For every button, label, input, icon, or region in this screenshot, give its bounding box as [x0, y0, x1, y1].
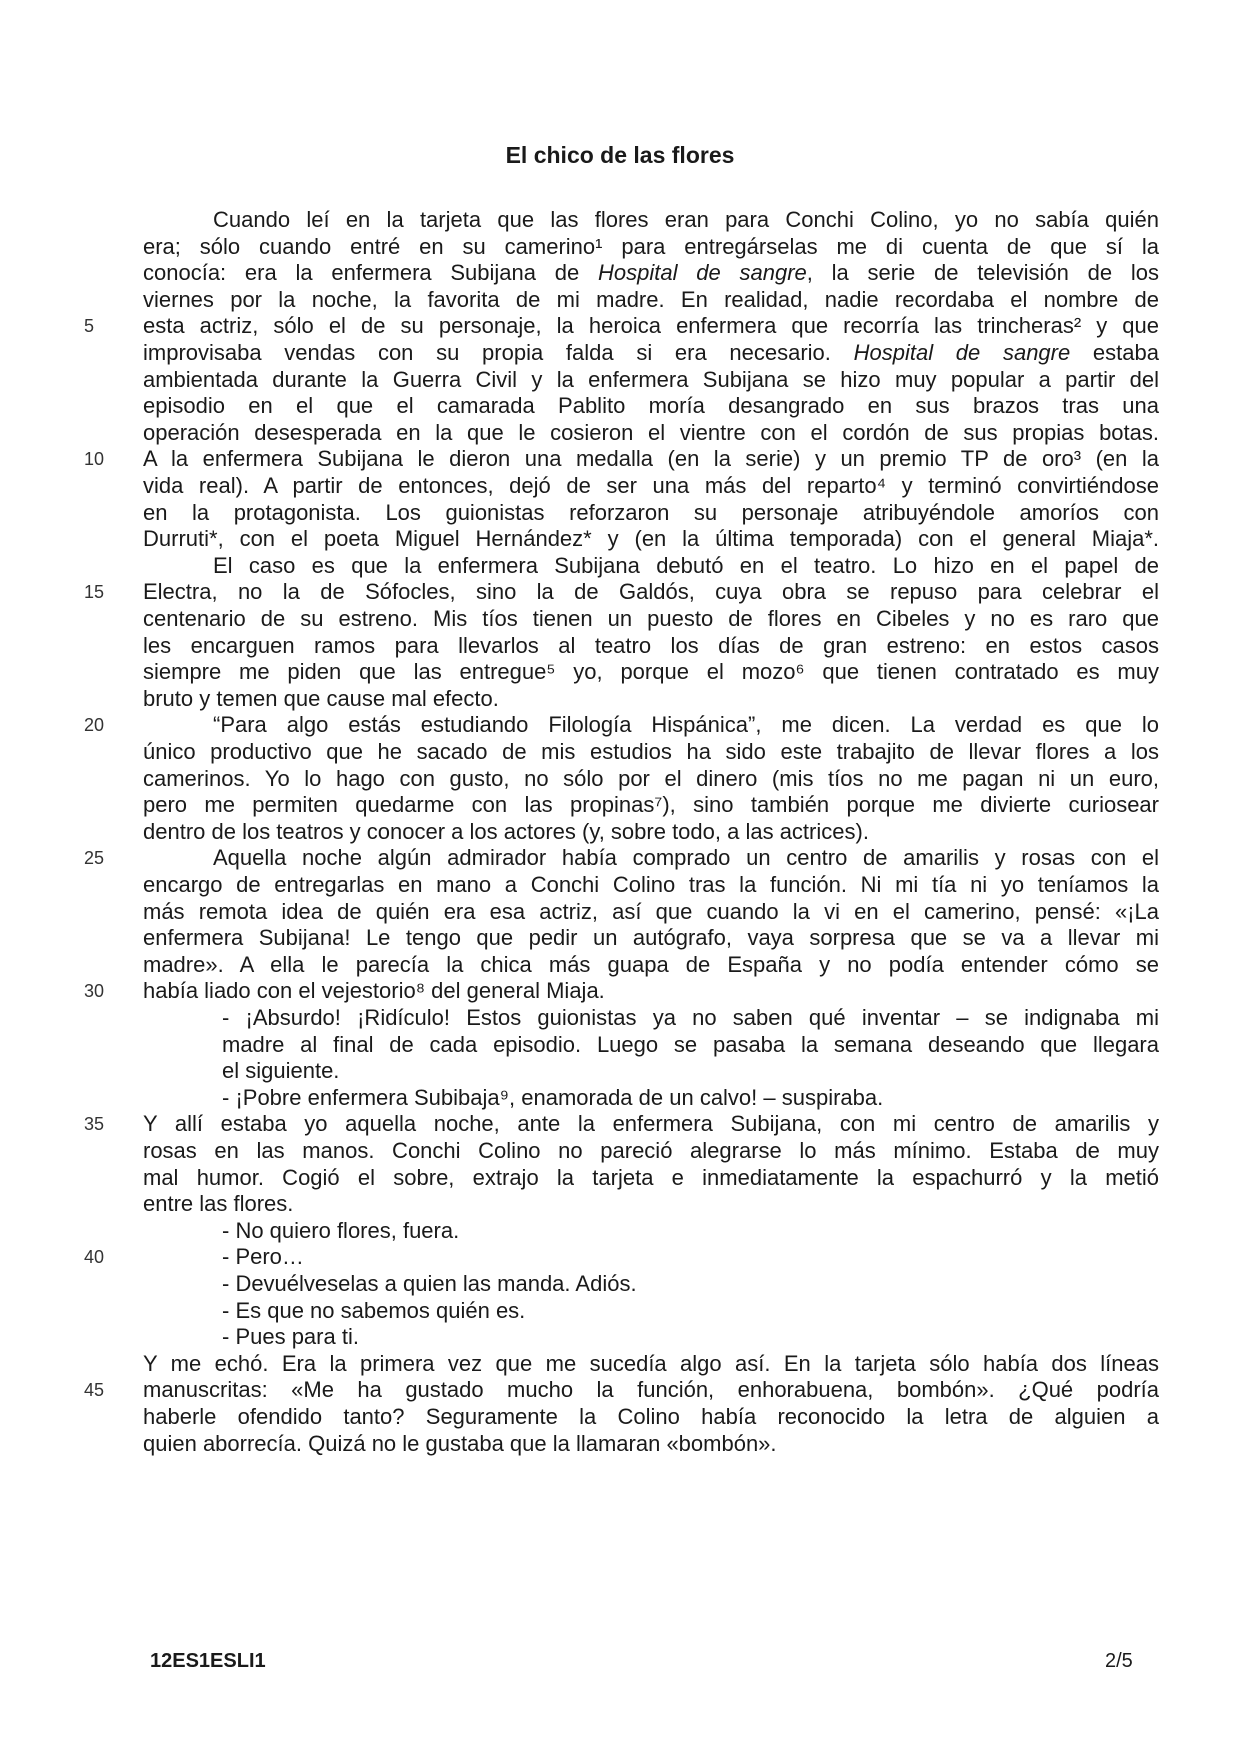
text-line: era; sólo cuando entré en su camerino¹ para entregárselas me di cuenta de que sí la [143, 233, 1159, 259]
text-line: Y allí estaba yo aquella noche, ante la enfermera Subijana, con mi centro de amarilis y [143, 1111, 1159, 1137]
text-line: - Pero… [222, 1244, 304, 1270]
text-line: - ¡Pobre enfermera Subibaja⁹, enamorada de un calvo! – suspiraba. [222, 1084, 884, 1110]
page-number: 2/5 [1105, 1650, 1133, 1672]
line-number: 15 [84, 582, 105, 603]
text-line: El caso es que la enfermera Subijana debutó en el teatro. Lo hizo en el papel de [213, 552, 1159, 578]
text-line: bruto y temen que cause mal efecto. [143, 685, 499, 711]
line-number: 35 [84, 1114, 105, 1135]
text-line: ambientada durante la Guerra Civil y la enfermera Subijana se hizo muy popular a partir del [143, 366, 1159, 392]
text-line: entre las flores. [143, 1191, 294, 1217]
text-line: manuscritas: «Me ha gustado mucho la función, enhorabuena, bombón». ¿Qué podría [143, 1377, 1159, 1403]
line-number: 25 [84, 848, 105, 869]
text-line: haberle ofendido tanto? Seguramente la Colino había reconocido la letra de alguien a [143, 1404, 1159, 1429]
text-line: - Devuélveselas a quien las manda. Adiós. [222, 1271, 637, 1296]
text-line: enfermera Subijana! Le tengo que pedir un autógrafo, vaya sorpresa que se va a llevar mi [143, 925, 1159, 951]
text-line: esta actriz, sólo el de su personaje, la heroica enfermera que recorría las trincheras² y que [143, 313, 1159, 339]
text-title: El chico de las flores [505, 142, 735, 168]
text-line: viernes por la noche, la favorita de mi madre. En realidad, nadie recordaba el nombre de [143, 286, 1159, 312]
text-line: madre». A ella le parecía la chica más guapa de España y no podía entender cómo se [143, 951, 1159, 977]
line-number: 10 [84, 449, 105, 470]
line-number: 45 [84, 1380, 105, 1401]
text-line: más remota idea de quién era esa actriz, así que cuando la vi en el camerino, pensé: «¡La [143, 898, 1159, 924]
text-line: siempre me piden que las entregue⁵ yo, porque el mozo⁶ que tienen contratado es muy [143, 659, 1159, 685]
text-line: - ¡Absurdo! ¡Ridículo! Estos guionistas ya no saben qué inventar – se indignaba mi [222, 1005, 1159, 1030]
text-line: centenario de su estreno. Mis tíos tienen un puesto de flores en Cibeles y no es raro que [143, 606, 1159, 631]
text-line: - Pues para ti. [222, 1324, 359, 1350]
text-line: pero me permiten quedarme con las propinas⁷), sino también porque me divierte curiosear [143, 792, 1159, 818]
text-line: “Para algo estás estudiando Filología Hispánica”, me dicen. La verdad es que lo [213, 712, 1159, 738]
text-line: improvisaba vendas con su propia falda si era necesario. Hospital de sangre estaba [143, 340, 1159, 365]
text-line: episodio en el que el camarada Pablito moría desangrado en sus brazos tras una [143, 393, 1159, 419]
text-line: único productivo que he sacado de mis estudios ha sido este trabajito de llevar flores a los [143, 739, 1159, 764]
text-line: Y me echó. Era la primera vez que me sucedía algo así. En la tarjeta sólo había dos líneas [143, 1350, 1159, 1376]
text-line: rosas en las manos. Conchi Colino no pareció alegrarse lo más mínimo. Estaba de muy [143, 1138, 1159, 1163]
text-line: Durruti*, con el poeta Miguel Hernández* y (en la última temporada) con el general Miaja*. [143, 526, 1159, 552]
text-line: - No quiero flores, fuera. [222, 1217, 460, 1243]
text-line: quien aborrecía. Quizá no le gustaba que la llamaran «bombón». [143, 1430, 777, 1456]
text-line: conocía: era la enfermera Subijana de Hospital de sangre, la serie de televisión de los [143, 260, 1160, 286]
text-line: A la enfermera Subijana le dieron una medalla (en la serie) y un premio TP de oro³ (en la [143, 446, 1159, 472]
text-line: Cuando leí en la tarjeta que las flores eran para Conchi Colino, yo no sabía quién [213, 207, 1159, 232]
text-line: encargo de entregarlas en mano a Conchi Colino tras la función. Ni mi tía ni yo teníamos la [143, 872, 1159, 897]
text-line: dentro de los teatros y conocer a los actores (y, sobre todo, a las actrices). [143, 818, 869, 844]
document-code: 12ES1ESLI1 [150, 1650, 266, 1672]
text-line: el siguiente. [222, 1058, 340, 1084]
text-line: vida real). A partir de entonces, dejó de ser una más del reparto⁴ y terminó convirtiéndose [143, 473, 1159, 498]
text-line: en la protagonista. Los guionistas reforzaron su personaje atribuyéndole amoríos con [143, 499, 1159, 525]
text-line: operación desesperada en la que le cosieron el vientre con el cordón de sus propias botas. [143, 419, 1159, 445]
text-line: madre al final de cada episodio. Luego se pasaba la semana deseando que llegara [222, 1031, 1159, 1057]
line-number: 40 [84, 1247, 105, 1268]
text-line: Aquella noche algún admirador había comprado un centro de amarilis y rosas con el [213, 845, 1159, 871]
line-number: 5 [84, 316, 95, 337]
text-line: - Es que no sabemos quién es. [222, 1297, 526, 1323]
text-line: Electra, no la de Sófocles, sino la de Galdós, cuya obra se repuso para celebrar el [143, 579, 1159, 605]
text-line: había liado con el vejestorio⁸ del general Miaja. [143, 978, 605, 1004]
text-line: mal humor. Cogió el sobre, extrajo la tarjeta e inmediatamente la espachurró y la metió [143, 1164, 1159, 1190]
line-number: 30 [84, 981, 105, 1002]
text-line: les encarguen ramos para llevarlos al teatro los días de gran estreno: en estos casos [143, 632, 1159, 658]
line-number: 20 [84, 715, 105, 736]
text-line: camerinos. Yo lo hago con gusto, no sólo por el dinero (mis tíos no me pagan ni un euro, [143, 765, 1159, 791]
